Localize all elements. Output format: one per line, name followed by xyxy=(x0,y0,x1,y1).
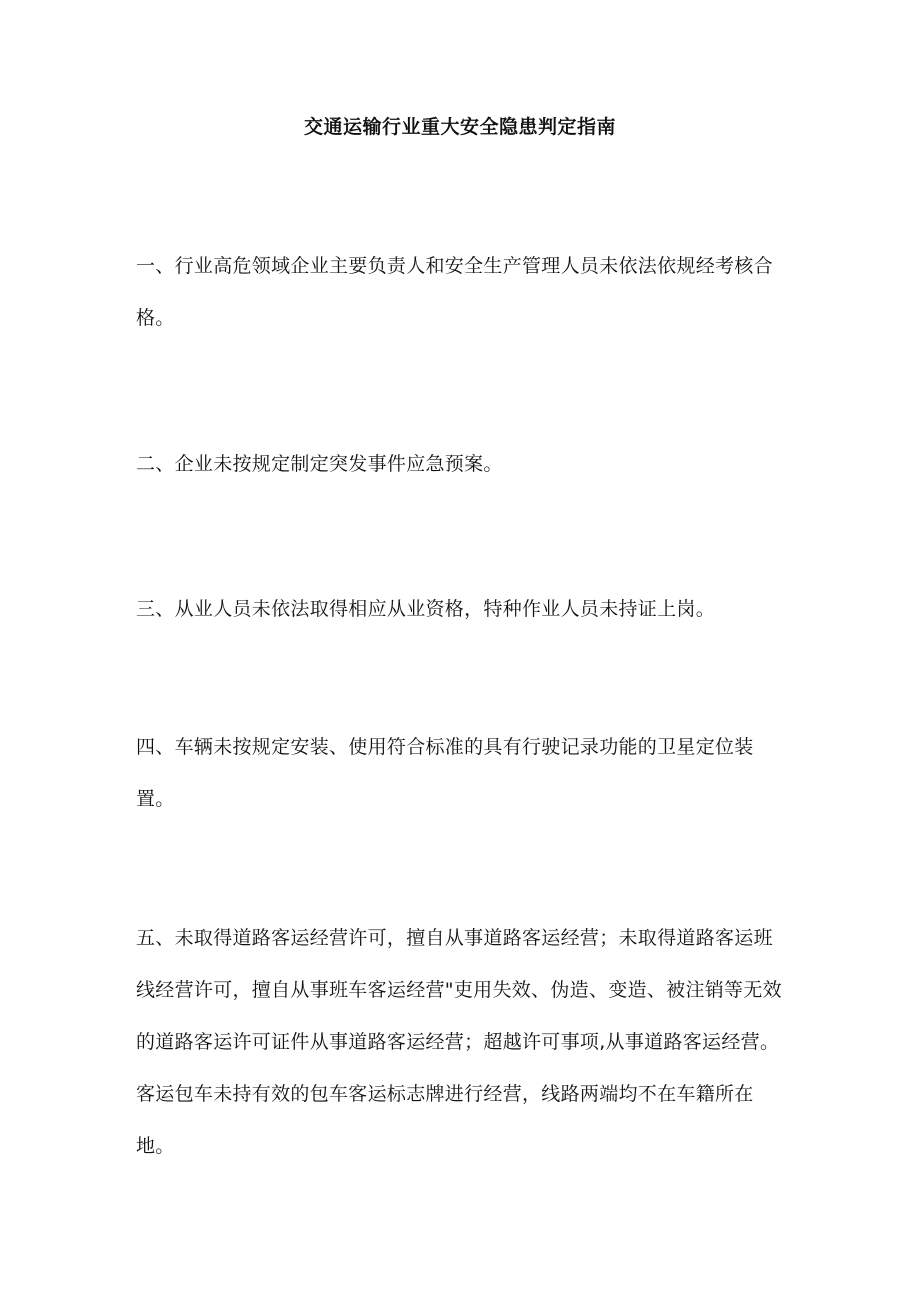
document-title: 交通运输行业重大安全隐患判定指南 xyxy=(303,116,616,138)
guideline-item-4: 四、车辆未按规定安装、使用符合标准的具有行驶记录功能的卫星定位装置。 xyxy=(136,736,754,810)
guideline-item-3: 三、从业人员未依法取得相应从业资格，特种作业人员未持证上岗。 xyxy=(136,598,716,620)
guideline-item-5: 五、未取得道路客运经营许可，擅自从事道路客运经营；未取得道路客运班线经营许可，擅自从事班车客运经营"吏用失效、伪造、变造、被注销等无效的道路客运许可证件从事道路客运经营；超越许可事项,从事道路客运经营。客运包车未持有效的包车客运标志牌进行经营，线路两端均不在车籍所在地。 xyxy=(136,927,782,1157)
guideline-item-1: 一、行业高危领域企业主要负责人和安全生产管理人员未依法依规经考核合格。 xyxy=(136,255,773,329)
guideline-item-2: 二、企业未按规定制定突发事件应急预案。 xyxy=(136,453,503,475)
